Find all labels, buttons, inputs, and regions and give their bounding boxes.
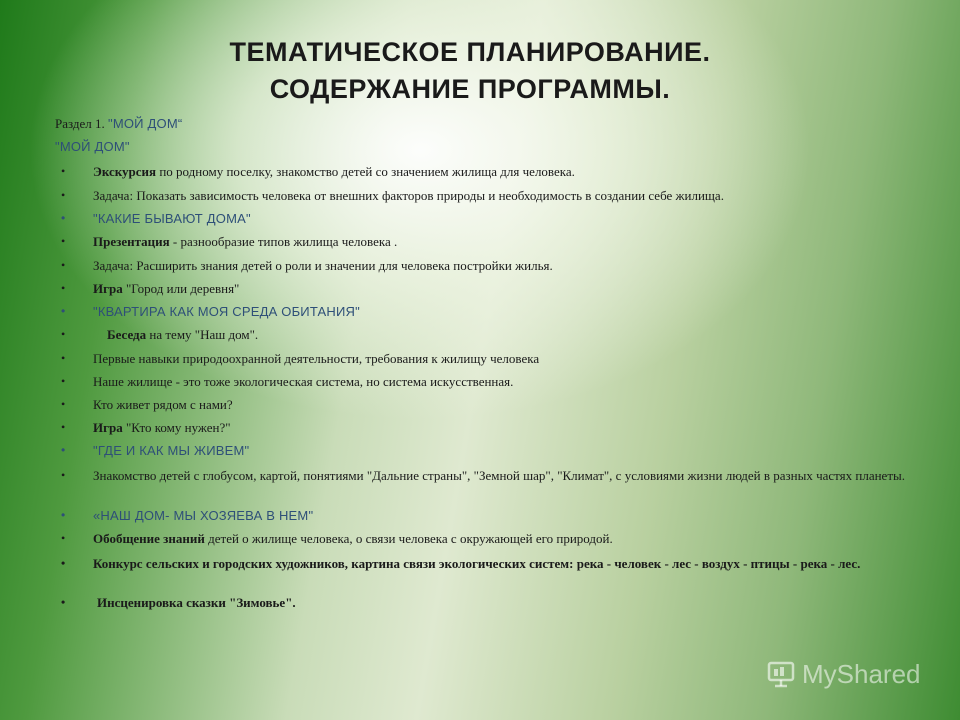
- list-item: • Конкурс сельских и городских художников, картина связи экологических систем: река - человек - лес - воздух - птицы - река - лес.: [61, 556, 861, 571]
- title-line-2: СОДЕРЖАНИЕ ПРОГРАММЫ.: [269, 74, 671, 104]
- title-line-1: ТЕМАТИЧЕСКОЕ ПЛАНИРОВАНИЕ.: [229, 37, 711, 67]
- list-heading: • "ГДЕ И КАК МЫ ЖИВЕМ": [61, 443, 250, 458]
- list-item: • Презентация - разнообразие типов жилища человека .: [61, 234, 398, 249]
- list-item: • Первые навыки природоохранной деятельности, требования к жилищу человека: [61, 351, 540, 366]
- watermark-text: MyShared: [802, 658, 921, 689]
- list-item: • Экскурсия по родному поселку, знакомство детей со значением жилища для человека.: [61, 164, 575, 179]
- list-heading: • "КВАРТИРА КАК МОЯ СРЕДА ОБИТАНИЯ": [61, 304, 360, 319]
- list-item: • Обобщение знаний детей о жилище человека, о связи человека с окружающей его природой.: [61, 531, 613, 546]
- list-heading: • «НАШ ДОМ- МЫ ХОЗЯЕВА В НЕМ": [61, 508, 314, 523]
- list-heading: • "КАКИЕ БЫВАЮТ ДОМА": [61, 211, 251, 226]
- watermark: [766, 656, 926, 692]
- list-item: • Игра "Кто кому нужен?": [61, 420, 231, 435]
- section-heading: Раздел 1. "МОЙ ДОМ“: [55, 116, 183, 131]
- list-item: • Инсценировка сказки "Зимовье".: [61, 595, 296, 610]
- list-item: • Задача: Показать зависимость человека от внешних факторов природы и необходимость в создании себе жилища.: [61, 188, 724, 203]
- presentation-icon: [766, 659, 796, 689]
- list-item: • Наше жилище - это тоже экологическая система, но система искусственная.: [61, 374, 514, 389]
- slide-title: [90, 34, 850, 108]
- list-item: • Кто живет рядом с нами?: [61, 397, 233, 412]
- section-subtitle: "МОЙ ДОМ": [55, 139, 130, 154]
- list-item: • Беседа на тему "Наш дом".: [61, 327, 259, 342]
- list-item: • Игра "Город или деревня": [61, 281, 240, 296]
- list-item: • Знакомство детей с глобусом, картой, понятиями "Дальние страны", "Земной шар", "Климат", с условиями жизни людей в разных частях планеты.: [61, 468, 905, 483]
- content-list: [55, 116, 905, 618]
- list-item: • Задача: Расширить знания детей о роли и значении для человека постройки жилья.: [61, 258, 553, 273]
